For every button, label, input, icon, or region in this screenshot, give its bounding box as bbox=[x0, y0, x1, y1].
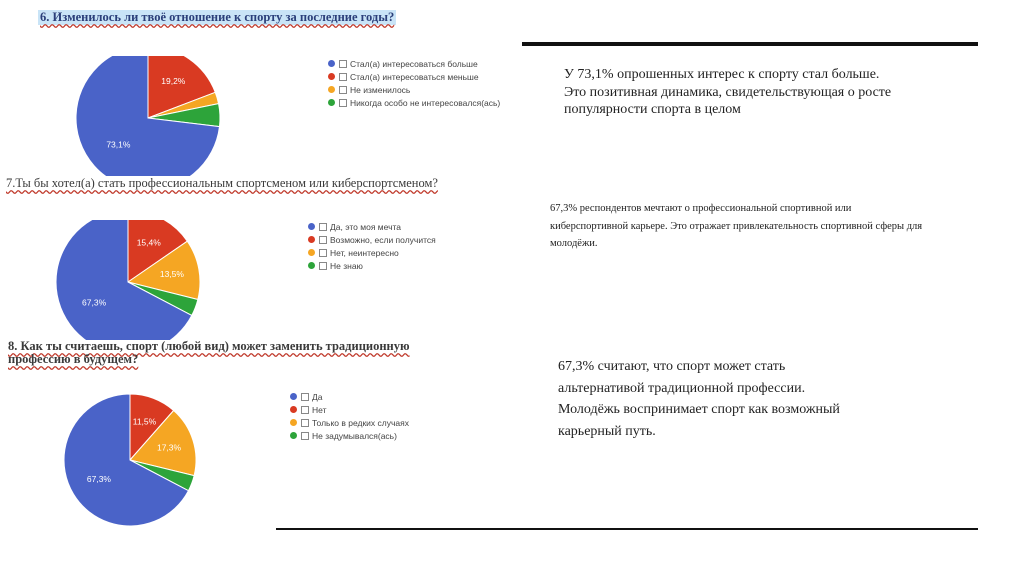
q6-title: 6. Изменилось ли твоё отношение к спорту за последние годы? bbox=[40, 10, 395, 24]
legend-dot-icon bbox=[290, 419, 297, 426]
legend-q8 bbox=[290, 392, 460, 444]
legend-label: Возможно, если получится bbox=[330, 235, 436, 245]
slice-label: 73,1% bbox=[106, 139, 131, 150]
bottom-divider bbox=[276, 528, 978, 530]
checkbox-icon bbox=[339, 73, 347, 81]
slice-label: 19,2% bbox=[161, 76, 186, 87]
legend-dot-icon bbox=[328, 99, 335, 106]
legend-label: Стал(а) интересоваться меньше bbox=[350, 72, 479, 82]
legend-dot-icon bbox=[308, 236, 315, 243]
legend-q6 bbox=[328, 59, 508, 111]
checkbox-icon bbox=[301, 406, 309, 414]
checkbox-icon bbox=[319, 262, 327, 270]
q7-title: 7.Ты бы хотел(а) стать профессиональным спортсменом или киберспортсменом? bbox=[6, 176, 438, 190]
commentary-q7: 67,3% респондентов мечтают о профессиональной спортивной или киберспортивной карьере. Это отражает привлекательность спортивной сферы для молодёжи. bbox=[550, 203, 923, 249]
checkbox-icon bbox=[319, 236, 327, 244]
legend-label: Никогда особо не интересовался(ась) bbox=[350, 98, 501, 108]
checkbox-icon bbox=[339, 99, 347, 107]
legend-label: Да, это моя мечта bbox=[330, 222, 402, 232]
pie-chart-q6 bbox=[72, 56, 228, 176]
legend-dot-icon bbox=[290, 432, 297, 439]
legend-dot-icon bbox=[290, 406, 297, 413]
legend-dot-icon bbox=[328, 60, 335, 67]
legend-label: Только в редких случаях bbox=[312, 418, 410, 428]
q8-title: 8. Как ты считаешь, спорт (любой вид) может заменить традиционную профессию в будущем? bbox=[8, 339, 410, 366]
legend-label: Стал(а) интересоваться больше bbox=[350, 59, 478, 69]
legend-label: Нет bbox=[312, 405, 327, 415]
legend-dot-icon bbox=[328, 73, 335, 80]
pie-chart-q7 bbox=[50, 220, 206, 340]
checkbox-icon bbox=[319, 223, 327, 231]
checkbox-icon bbox=[339, 86, 347, 94]
legend-dot-icon bbox=[308, 249, 315, 256]
legend-item bbox=[328, 85, 508, 95]
legend-dot-icon bbox=[328, 86, 335, 93]
legend-label: Не изменилось bbox=[350, 85, 411, 95]
legend-item bbox=[328, 72, 508, 82]
legend-item bbox=[308, 248, 478, 258]
legend-item bbox=[328, 59, 508, 69]
legend-dot-icon bbox=[290, 393, 297, 400]
legend-label: Не задумывался(ась) bbox=[312, 431, 397, 441]
slice-label: 11,5% bbox=[132, 416, 157, 427]
checkbox-icon bbox=[339, 60, 347, 68]
checkbox-icon bbox=[301, 419, 309, 427]
legend-dot-icon bbox=[308, 223, 315, 230]
legend-label: Да bbox=[312, 392, 323, 402]
checkbox-icon bbox=[319, 249, 327, 257]
legend-item bbox=[290, 405, 460, 415]
legend-item bbox=[290, 392, 460, 402]
legend-item bbox=[290, 418, 460, 428]
legend-item bbox=[308, 261, 478, 271]
top-divider bbox=[522, 42, 978, 46]
legend-item bbox=[308, 222, 478, 232]
legend-dot-icon bbox=[308, 262, 315, 269]
slice-label: 67,3% bbox=[82, 297, 107, 308]
legend-label: Не знаю bbox=[330, 261, 363, 271]
legend-label: Нет, неинтересно bbox=[330, 248, 399, 258]
slice-label: 67,3% bbox=[86, 473, 111, 484]
commentary-q6: У 73,1% опрошенных интерес к спорту стал больше. Это позитивная динамика, свидетельствующая о росте популярности спорта в целом bbox=[564, 67, 892, 117]
commentary-q8: 67,3% считают, что спорт может стать альтернативой традиционной профессии. Молодёжь воспринимает спорт как возможный карьерный путь. bbox=[558, 359, 840, 439]
legend-item bbox=[290, 431, 460, 441]
slice-label: 17,3% bbox=[156, 442, 182, 453]
legend-item bbox=[328, 98, 508, 108]
legend-q7 bbox=[308, 222, 478, 274]
pie-chart-q8 bbox=[58, 392, 202, 528]
checkbox-icon bbox=[301, 393, 309, 401]
checkbox-icon bbox=[301, 432, 309, 440]
legend-item bbox=[308, 235, 478, 245]
slice-label: 15,4% bbox=[136, 237, 161, 248]
slice-label: 13,5% bbox=[159, 269, 184, 280]
